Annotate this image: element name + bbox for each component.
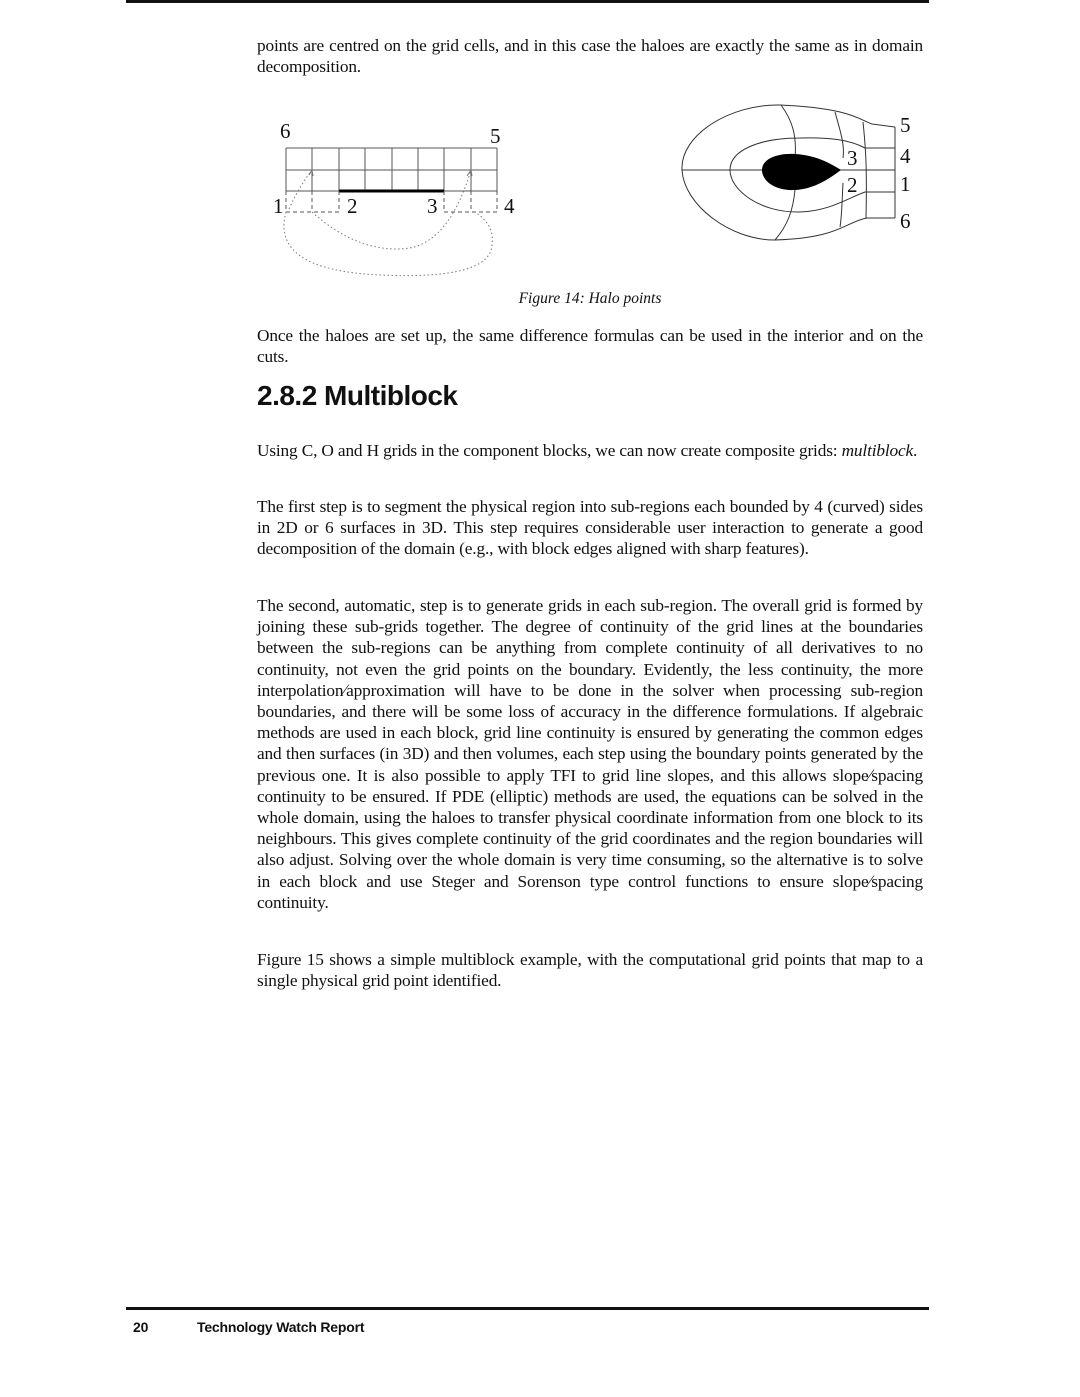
intro-text: Using C, O and H grids in the component blocks, we can now create composite grids: (257, 441, 842, 460)
figure-14 (0, 100, 1080, 320)
header-rule (126, 0, 929, 3)
page-footer (133, 1319, 364, 1335)
after-figure-paragraph: Once the haloes are set up, the same difference formulas can be used in the interior and on the cuts. (257, 326, 923, 367)
svg-text:1: 1 (273, 194, 284, 218)
airfoil-shape (762, 154, 841, 190)
o-grid-labels (847, 113, 911, 233)
multiblock-intro-paragraph (257, 440, 923, 461)
svg-text:6: 6 (280, 119, 291, 143)
svg-text:5: 5 (490, 124, 501, 148)
svg-text:2: 2 (847, 173, 858, 197)
svg-text:4: 4 (504, 194, 515, 218)
intro-period: . (913, 441, 918, 460)
svg-text:4: 4 (900, 144, 911, 168)
svg-text:5: 5 (900, 113, 911, 137)
figure15-reference-paragraph: Figure 15 shows a simple multiblock example, with the computational grid points that map to a single physical grid point identified. (257, 950, 923, 991)
page-number: 20 (133, 1319, 149, 1335)
svg-text:3: 3 (847, 146, 858, 170)
c-grid-labels (273, 119, 515, 218)
footer-rule (126, 1307, 929, 1310)
section-heading: 2.8.2 Multiblock (257, 380, 458, 411)
running-footer-title: Technology Watch Report (197, 1319, 365, 1335)
svg-text:2: 2 (347, 194, 358, 218)
c-grid-diagram (284, 148, 497, 276)
halo-points-diagram (0, 100, 1080, 290)
svg-text:1: 1 (900, 172, 911, 196)
svg-text:3: 3 (427, 194, 438, 218)
intro-paragraph: points are centred on the grid cells, and in this case the haloes are exactly the same as in domain decomposition. (257, 36, 923, 77)
svg-text:6: 6 (900, 209, 911, 233)
multiblock-term: multiblock (841, 441, 914, 460)
figure-14-caption: Figure 14: Halo points (518, 290, 662, 307)
first-step-paragraph: The first step is to segment the physical region into sub-regions each bounded by 4 (curved) sides in 2D or 6 surfaces in 3D. This step requires considerable user interaction to generate a good decomposition of the domain (e.g., with block edges aligned with sharp features). (257, 497, 923, 559)
second-step-paragraph: The second, automatic, step is to generate grids in each sub-region. The overall grid is formed by joining these sub-grids together. The degree of continuity of the grid lines at the boundaries between the sub-regions can be anything from complete continuity of all derivatives to no continuity, not even the grid points on the boundary. Evidently, the less continuity, the more interpolation∕approximation will have to be done in the solver when processing sub-region boundaries, and there will be some loss of accuracy in the difference formulations. If algebraic methods are used in each block, grid line continuity is ensured by generating the common edges and then surfaces (in 3D) and then volumes, each step using the boundary points generated by the previous one. It is also possible to apply TFI to grid line slopes, and this allows slope∕spacing continuity to be ensured. If PDE (elliptic) methods are used, the equations can be solved in the whole domain, using the haloes to transfer physical coordinate information from one block to its neighbours. This gives complete continuity of the grid coordinates and the region boundaries will also adjust. Solving over the whole domain is very time consuming, so the alternative is to solve in each block and use Steger and Sorenson type control functions to ensure slope∕spacing continuity. (257, 596, 923, 912)
